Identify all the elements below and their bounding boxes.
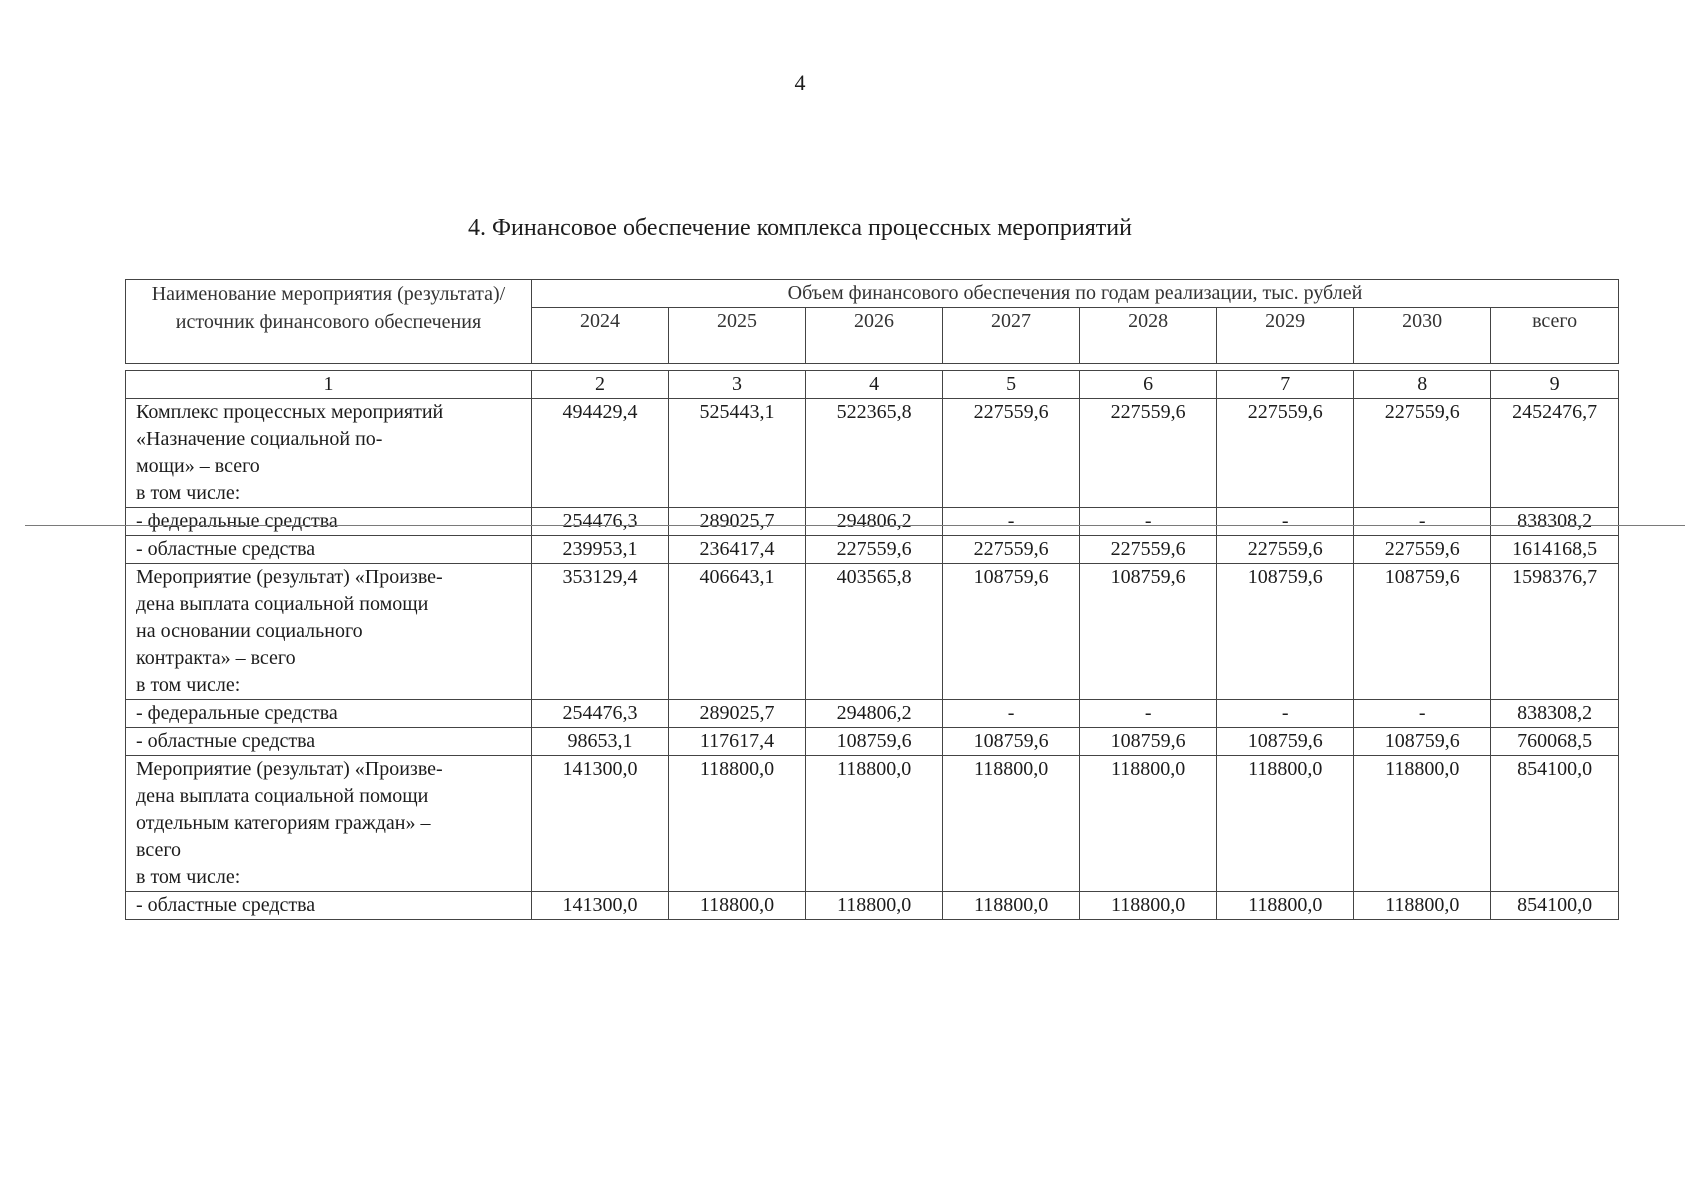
row-name-line: - федеральные средства (136, 702, 338, 724)
table-row (126, 399, 1619, 508)
value-cell: 108759,6 (943, 564, 1080, 700)
header-year-2027: 2027 (943, 308, 1080, 364)
row-name-line: дена выплата социальной помощи (136, 593, 429, 615)
row-name-cell (126, 564, 532, 700)
value-cell: 118800,0 (1217, 892, 1354, 920)
header-name-cell: Наименование мероприятия (результата)/ источник финансового обеспечения (126, 280, 532, 364)
row-name-line: на основании социального (136, 620, 363, 642)
row-name-line: отдельным категориям граждан» – (136, 812, 431, 834)
value-cell: 406643,1 (669, 564, 806, 700)
value-cell: - (943, 508, 1080, 536)
value-cell: 118800,0 (669, 756, 806, 892)
table-row (126, 508, 1619, 536)
value-cell: 108759,6 (1217, 728, 1354, 756)
value-cell: 227559,6 (1217, 536, 1354, 564)
value-cell: 494429,4 (531, 399, 668, 508)
row-name-line: - областные средства (136, 538, 316, 560)
finance-table (125, 370, 1619, 920)
row-name-cell (126, 700, 532, 728)
column-number-row (126, 371, 1619, 399)
value-cell: 227559,6 (1217, 399, 1354, 508)
value-cell: 227559,6 (943, 399, 1080, 508)
table-row (126, 756, 1619, 892)
value-cell: - (1217, 508, 1354, 536)
row-name-line: в том числе: (136, 674, 241, 696)
value-cell: - (1080, 700, 1217, 728)
value-cell: 254476,3 (531, 508, 668, 536)
header-year-2029: 2029 (1217, 308, 1354, 364)
value-cell: 118800,0 (1354, 892, 1491, 920)
value-cell: - (1354, 508, 1491, 536)
value-cell: 141300,0 (531, 892, 668, 920)
value-cell: 294806,2 (806, 700, 943, 728)
value-cell: 108759,6 (943, 728, 1080, 756)
row-name-line: - областные средства (136, 730, 316, 752)
row-name-line: Комплекс процессных мероприятий (136, 401, 444, 423)
value-cell: 227559,6 (1354, 536, 1491, 564)
row-name-line: в том числе: (136, 482, 241, 504)
column-number: 1 (126, 371, 532, 399)
row-name-cell (126, 756, 532, 892)
value-cell: 854100,0 (1491, 756, 1619, 892)
header-year-2025: 2025 (668, 308, 805, 364)
value-cell: 117617,4 (669, 728, 806, 756)
value-cell: 118800,0 (1354, 756, 1491, 892)
table-row (126, 728, 1619, 756)
value-cell: - (1080, 508, 1217, 536)
value-cell: 760068,5 (1491, 728, 1619, 756)
value-cell: 118800,0 (806, 892, 943, 920)
table-row (126, 564, 1619, 700)
value-cell: 522365,8 (806, 399, 943, 508)
value-cell: - (1217, 700, 1354, 728)
value-cell: 118800,0 (943, 756, 1080, 892)
row-name-cell (126, 892, 532, 920)
value-cell: 227559,6 (1080, 399, 1217, 508)
value-cell: 227559,6 (806, 536, 943, 564)
value-cell: 118800,0 (1080, 756, 1217, 892)
row-name-line: - областные средства (136, 894, 316, 916)
scan-artifact-line (25, 525, 1685, 526)
header-year-2026: 2026 (806, 308, 943, 364)
row-name-line: Мероприятие (результат) «Произве- (136, 566, 443, 588)
value-cell: 118800,0 (1217, 756, 1354, 892)
header-year-2030: 2030 (1354, 308, 1491, 364)
table-row (126, 536, 1619, 564)
row-name-line: мощи» – всего (136, 455, 260, 477)
value-cell: 525443,1 (669, 399, 806, 508)
value-cell: 239953,1 (531, 536, 668, 564)
value-cell: 1614168,5 (1491, 536, 1619, 564)
column-number: 2 (531, 371, 668, 399)
row-name-line: «Назначение социальной по- (136, 428, 383, 450)
row-name-line: - федеральные средства (136, 510, 338, 532)
row-name-cell (126, 536, 532, 564)
column-number: 7 (1217, 371, 1354, 399)
header-year-2024: 2024 (531, 308, 668, 364)
row-name-cell (126, 508, 532, 536)
header-volume-cell: Объем финансового обеспечения по годам реализации, тыс. рублей (531, 280, 1618, 308)
value-cell: 108759,6 (806, 728, 943, 756)
column-number: 4 (806, 371, 943, 399)
value-cell: 227559,6 (1080, 536, 1217, 564)
value-cell: 838308,2 (1491, 700, 1619, 728)
column-number: 8 (1354, 371, 1491, 399)
value-cell: 108759,6 (1217, 564, 1354, 700)
value-cell: 118800,0 (1080, 892, 1217, 920)
table-row (126, 700, 1619, 728)
value-cell: 289025,7 (669, 508, 806, 536)
value-cell: 2452476,7 (1491, 399, 1619, 508)
value-cell: 118800,0 (669, 892, 806, 920)
value-cell: 353129,4 (531, 564, 668, 700)
value-cell: 118800,0 (943, 892, 1080, 920)
row-name-cell (126, 728, 532, 756)
value-cell: 227559,6 (943, 536, 1080, 564)
table-row (126, 892, 1619, 920)
header-table (125, 279, 1619, 364)
value-cell: 1598376,7 (1491, 564, 1619, 700)
value-cell: 254476,3 (531, 700, 668, 728)
value-cell: 294806,2 (806, 508, 943, 536)
value-cell: 118800,0 (806, 756, 943, 892)
value-cell: - (943, 700, 1080, 728)
header-year-total: всего (1491, 308, 1619, 364)
column-number: 3 (669, 371, 806, 399)
value-cell: 108759,6 (1080, 728, 1217, 756)
row-name-cell (126, 399, 532, 508)
page-number: 4 (794, 70, 806, 95)
column-number: 6 (1080, 371, 1217, 399)
finance-table-body (126, 371, 1619, 920)
row-name-line: Мероприятие (результат) «Произве- (136, 758, 443, 780)
column-number: 5 (943, 371, 1080, 399)
value-cell: - (1354, 700, 1491, 728)
row-name-line: в том числе: (136, 866, 241, 888)
value-cell: 108759,6 (1354, 728, 1491, 756)
value-cell: 403565,8 (806, 564, 943, 700)
value-cell: 141300,0 (531, 756, 668, 892)
value-cell: 854100,0 (1491, 892, 1619, 920)
value-cell: 108759,6 (1080, 564, 1217, 700)
header-year-2028: 2028 (1080, 308, 1217, 364)
value-cell: 108759,6 (1354, 564, 1491, 700)
row-name-line: дена выплата социальной помощи (136, 785, 429, 807)
value-cell: 236417,4 (669, 536, 806, 564)
row-name-line: контракта» – всего (136, 647, 296, 669)
row-name-line: всего (136, 839, 182, 861)
value-cell: 98653,1 (531, 728, 668, 756)
value-cell: 838308,2 (1491, 508, 1619, 536)
column-number: 9 (1491, 371, 1619, 399)
value-cell: 227559,6 (1354, 399, 1491, 508)
value-cell: 289025,7 (669, 700, 806, 728)
section-title: 4. Финансовое обеспечение комплекса процессных мероприятий (468, 215, 1132, 241)
